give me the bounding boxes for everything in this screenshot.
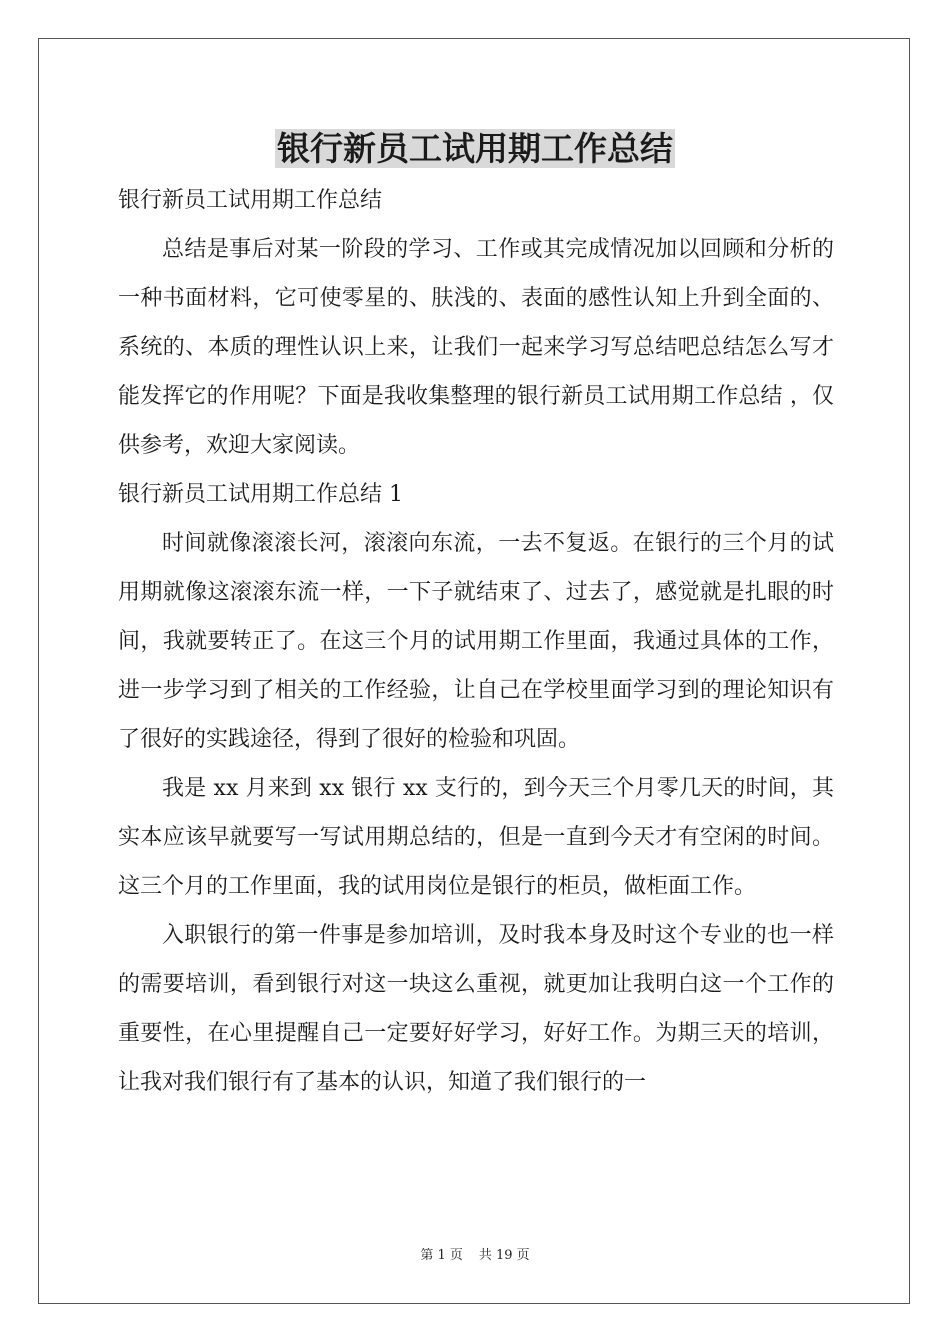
document-title — [0, 126, 950, 172]
page-footer — [0, 1246, 950, 1266]
paragraph-body-3: 入职银行的第一件事是参加培训，及时我本身及时这个专业的也一样的需要培训，看到银行对这一块这么重视，就更加让我明白这一个工作的重要性，在心里提醒自己一定要好好学习，好好工作。为期三天的培训，让我对我们银行有了基本的认识，知道了我们银行的一 — [118, 923, 834, 1095]
paragraph-intro: 总结是事后对某一阶段的学习、工作或其完成情况加以回顾和分析的一种书面材料，它可使零星的、肤浅的、表面的感性认知上升到全面的、系统的、本质的理性认识上来，让我们一起来学习写总结吧总结怎么写才能发挥它的作用呢？下面是我收集整理的银行新员工试用期工作总结 ，仅供参考，欢迎大家阅读。 — [118, 237, 834, 458]
document-title-text: 银行新员工试用期工作总结 — [277, 129, 673, 168]
page-number: 第 1 页 — [420, 1248, 463, 1263]
paragraph-body-1: 时间就像滚滚长河，滚滚向东流，一去不复返。在银行的三个月的试用期就像这滚滚东流一样，一下子就结束了、过去了，感觉就是扎眼的时间，我就要转正了。在这三个月的试用期工作里面，我通过具体的工作，进一步学习到了相关的工作经验，让自己在学校里面学习到的理论知识有了很好的实践途径，得到了很好的检验和巩固。 — [118, 531, 834, 752]
paragraph-subtitle: 银行新员工试用期工作总结 — [118, 188, 383, 213]
document-body — [118, 176, 834, 1107]
paragraph-section-heading: 银行新员工试用期工作总结 1 — [118, 482, 403, 507]
page-total: 共 19 页 — [478, 1248, 530, 1263]
paragraph-body-2: 我是 xx 月来到 xx 银行 xx 支行的，到今天三个月零几天的时间，其实本应该早就要写一写试用期总结的，但是一直到今天才有空闲的时间。这三个月的工作里面，我的试用岗位是银行的柜员，做柜面工作。 — [118, 776, 834, 899]
